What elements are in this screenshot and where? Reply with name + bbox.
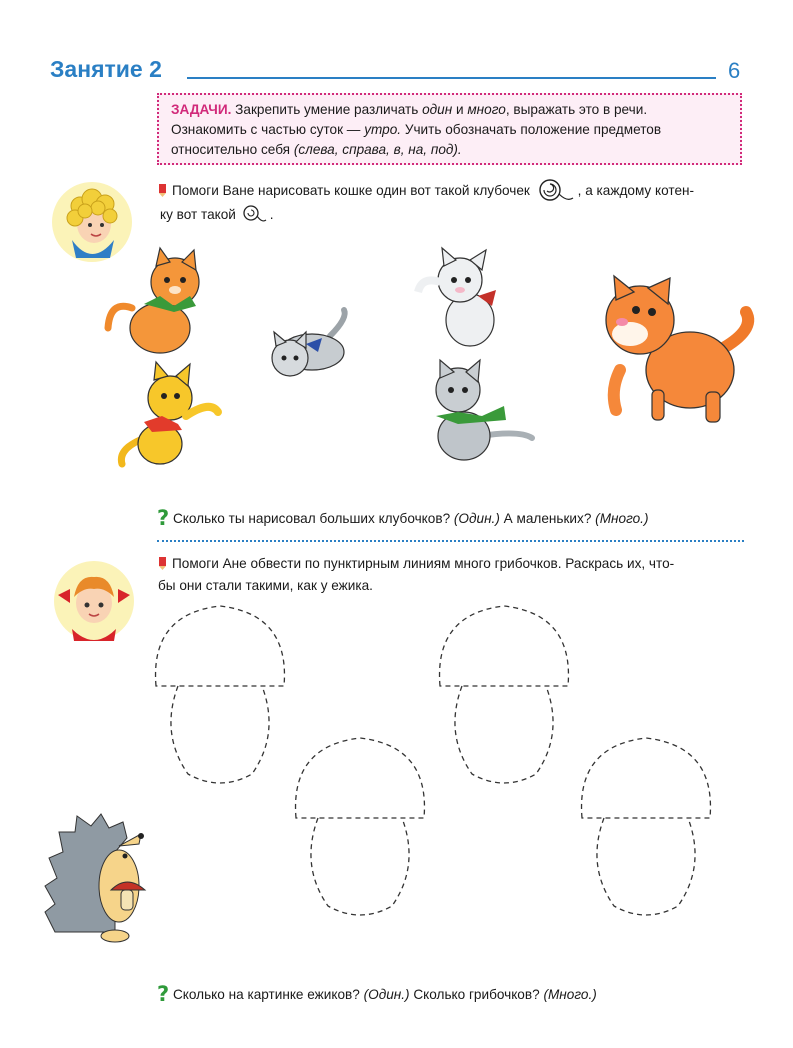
q2-answer-2: (Много.) (543, 987, 597, 1002)
question-mark-icon: ? (157, 506, 170, 530)
tasks-term-one: один (422, 102, 453, 117)
question-2 (157, 982, 597, 1006)
q1-text: Сколько ты нарисовал больших клубочков? (172, 511, 454, 526)
tasks-text: Ознакомить с частью суток — (171, 122, 365, 137)
tasks-text: и (452, 102, 468, 117)
q1-answer-1: (Один.) (453, 511, 500, 526)
tasks-text: Учить обозначать положение предметов (401, 122, 662, 137)
task1-text: Помоги Ване нарисовать кошке один вот такой клубочек (172, 183, 530, 198)
task1-text: . (269, 207, 274, 222)
mushroom-outline[interactable] (582, 738, 711, 915)
mushroom-outline[interactable] (440, 606, 569, 783)
lesson-title: Занятие 2 (50, 56, 162, 82)
tasks-term-positions: (слева, справа, в, на, под). (293, 142, 462, 157)
tasks-text: , выражать это в речи. (505, 102, 648, 117)
mushroom-outline[interactable] (296, 738, 425, 915)
hedgehog (45, 812, 160, 947)
q2-text: Сколько на картинке ежиков? (172, 987, 364, 1002)
task2-text: бы они стали такими, как у ежика. (158, 578, 373, 593)
tasks-term-morning: утро. (364, 122, 402, 137)
tasks-text: Закрепить умение различать (231, 102, 423, 117)
page-number: 6 (728, 58, 741, 83)
q2-answer-1: (Один.) (363, 987, 410, 1002)
tasks-text: относительно себя (171, 142, 294, 157)
q1-answer-2: (Много.) (595, 511, 649, 526)
task1-text: ку вот такой (160, 207, 236, 222)
mushroom-outline[interactable] (156, 606, 285, 783)
q1-text: А маленьких? (499, 511, 596, 526)
tasks-label: ЗАДАЧИ. (171, 102, 232, 117)
tasks-term-many: много (467, 102, 506, 117)
task2-text: Помоги Ане обвести по пунктирным линиям много грибочков. Раскрась их, что- (172, 556, 675, 571)
task1-text: , а каждому котен- (577, 183, 695, 198)
question-mark-icon: ? (157, 982, 170, 1006)
q2-text: Сколько грибочков? (409, 987, 544, 1002)
